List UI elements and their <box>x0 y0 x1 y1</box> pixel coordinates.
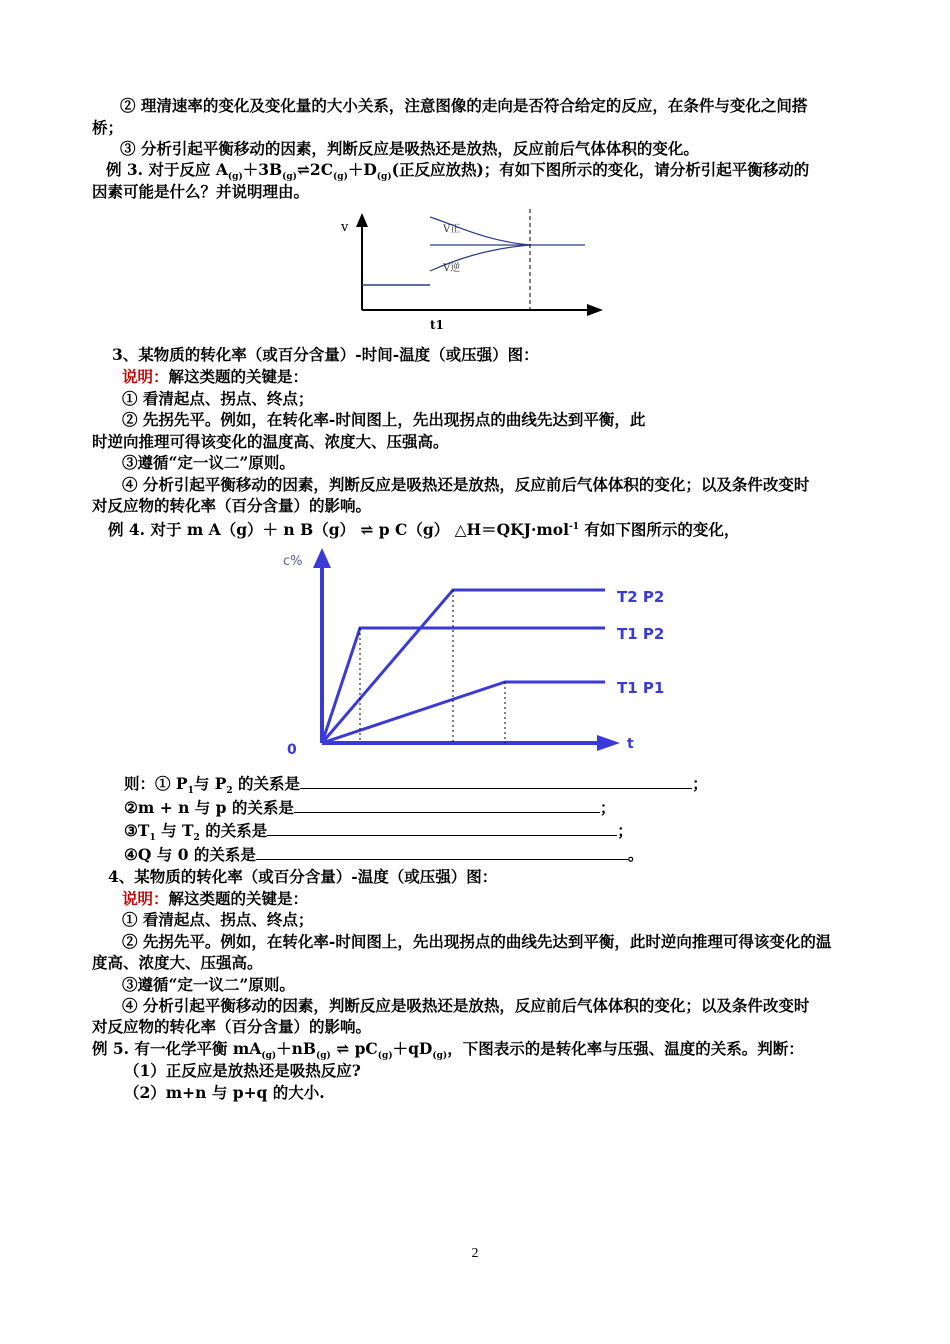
line-2: 桥； <box>92 118 124 137</box>
point-1: ① 看清起点、拐点、终点； <box>122 389 314 408</box>
t-axis-label: t <box>627 736 634 752</box>
example-4-line: 例 4. 对于 m A（g）＋ n B（g） ⇌ p C（g） △H＝QKJ·mol$^{-1}$ 有如下图所示的变化， <box>108 520 740 540</box>
example-5-q2: （2）m+n 与 p+q 的大小. <box>124 1083 325 1102</box>
origin-label: 0 <box>287 742 297 758</box>
t1-label: t1 <box>430 318 444 332</box>
c-percent-label: c% <box>283 554 303 569</box>
v-axis-label: v <box>341 220 349 235</box>
series-label-t1p2: T1 P2 <box>617 625 665 643</box>
example-3-line: 例 3. 对于反应 $A_{(g)}+3B_{(g)}\rightleftharpoons 2C_{(g)}+D_{(g)}$(正反应放热)；有如下图所示的变化，请分析引起平衡移动的 <box>106 160 810 183</box>
point-4-cont: 对反应物的转化率（百分含量）的影响。 <box>92 496 372 515</box>
question-4: ④Q 与 0 的关系是 。 <box>124 845 644 864</box>
answer-blank-2[interactable] <box>294 796 600 813</box>
v-upper-label: V正 <box>443 224 461 235</box>
line-1: ② 理清速率的变化及变化量的大小关系，注意图像的走向是否符合给定的反应，在条件与变化之间搭 <box>120 96 808 115</box>
conversion-time-figure <box>275 540 675 770</box>
example-3-line-2: 因素可能是什么？并说明理由。 <box>92 182 310 201</box>
series-label-t2p2: T2 P2 <box>617 588 665 606</box>
answer-blank-4[interactable] <box>256 843 628 860</box>
section-4-heading: 4、某物质的转化率（或百分含量）-温度（或压强）图： <box>108 867 498 886</box>
note-line: 说明：解这类题的关键是： <box>122 367 309 386</box>
point2-1: ① 看清起点、拐点、终点； <box>122 910 314 929</box>
point2-2: ② 先拐先平。例如，在转化率-时间图上，先出现拐点的曲线先达到平衡，此时逆向推理可得该变化的温 <box>122 932 832 951</box>
point-2: ② 先拐先平。例如，在转化率-时间图上，先出现拐点的曲线先达到平衡，此 <box>122 410 646 429</box>
section-3-heading: 3、某物质的转化率（或百分含量）-时间-温度（或压强）图： <box>112 345 539 364</box>
question-2: ②m + n 与 p 的关系是 ； <box>124 798 616 817</box>
answer-blank-3[interactable] <box>267 819 617 836</box>
point2-2-cont: 度高、浓度大、压强高。 <box>92 953 263 972</box>
velocity-time-figure <box>335 205 610 335</box>
question-1: 则：① $P_1$与 $P_2$ 的关系是 ； <box>124 774 708 797</box>
example-5-line: 例 5. 有一化学平衡 $mA_{(g)}+nB_{(g)}$ ⇌ $pC_{(g)}+qD_{(g)}$，下图表示的是转化率与压强、温度的关系。判断： <box>92 1039 804 1062</box>
note2-line: 说明：解这类题的关键是： <box>122 889 309 908</box>
example-5-q1: （1）正反应是放热还是吸热反应? <box>124 1061 361 1080</box>
page-number: 2 <box>471 1246 479 1261</box>
v-lower-label: V逆 <box>443 263 461 274</box>
point2-3: ③遵循“定一议二”原则。 <box>122 975 295 994</box>
series-label-t1p1: T1 P1 <box>617 679 665 697</box>
point2-4: ④ 分析引起平衡移动的因素，判断反应是吸热还是放热，反应前后气体体积的变化；以及条件改变时 <box>122 996 810 1015</box>
point-4: ④ 分析引起平衡移动的因素，判断反应是吸热还是放热，反应前后气体体积的变化；以及条件改变时 <box>122 475 810 494</box>
point2-4-cont: 对反应物的转化率（百分含量）的影响。 <box>92 1017 372 1036</box>
point-2-cont: 时逆向推理可得该变化的温度高、浓度大、压强高。 <box>92 432 449 451</box>
point-3: ③遵循“定一议二”原则。 <box>122 453 295 472</box>
question-3: $③T_1$ 与 $T_2$ 的关系是 ； <box>124 821 633 844</box>
line-3: ③ 分析引起平衡移动的因素，判断反应是吸热还是放热，反应前后气体体积的变化。 <box>120 139 699 158</box>
answer-blank-1[interactable] <box>300 772 692 789</box>
